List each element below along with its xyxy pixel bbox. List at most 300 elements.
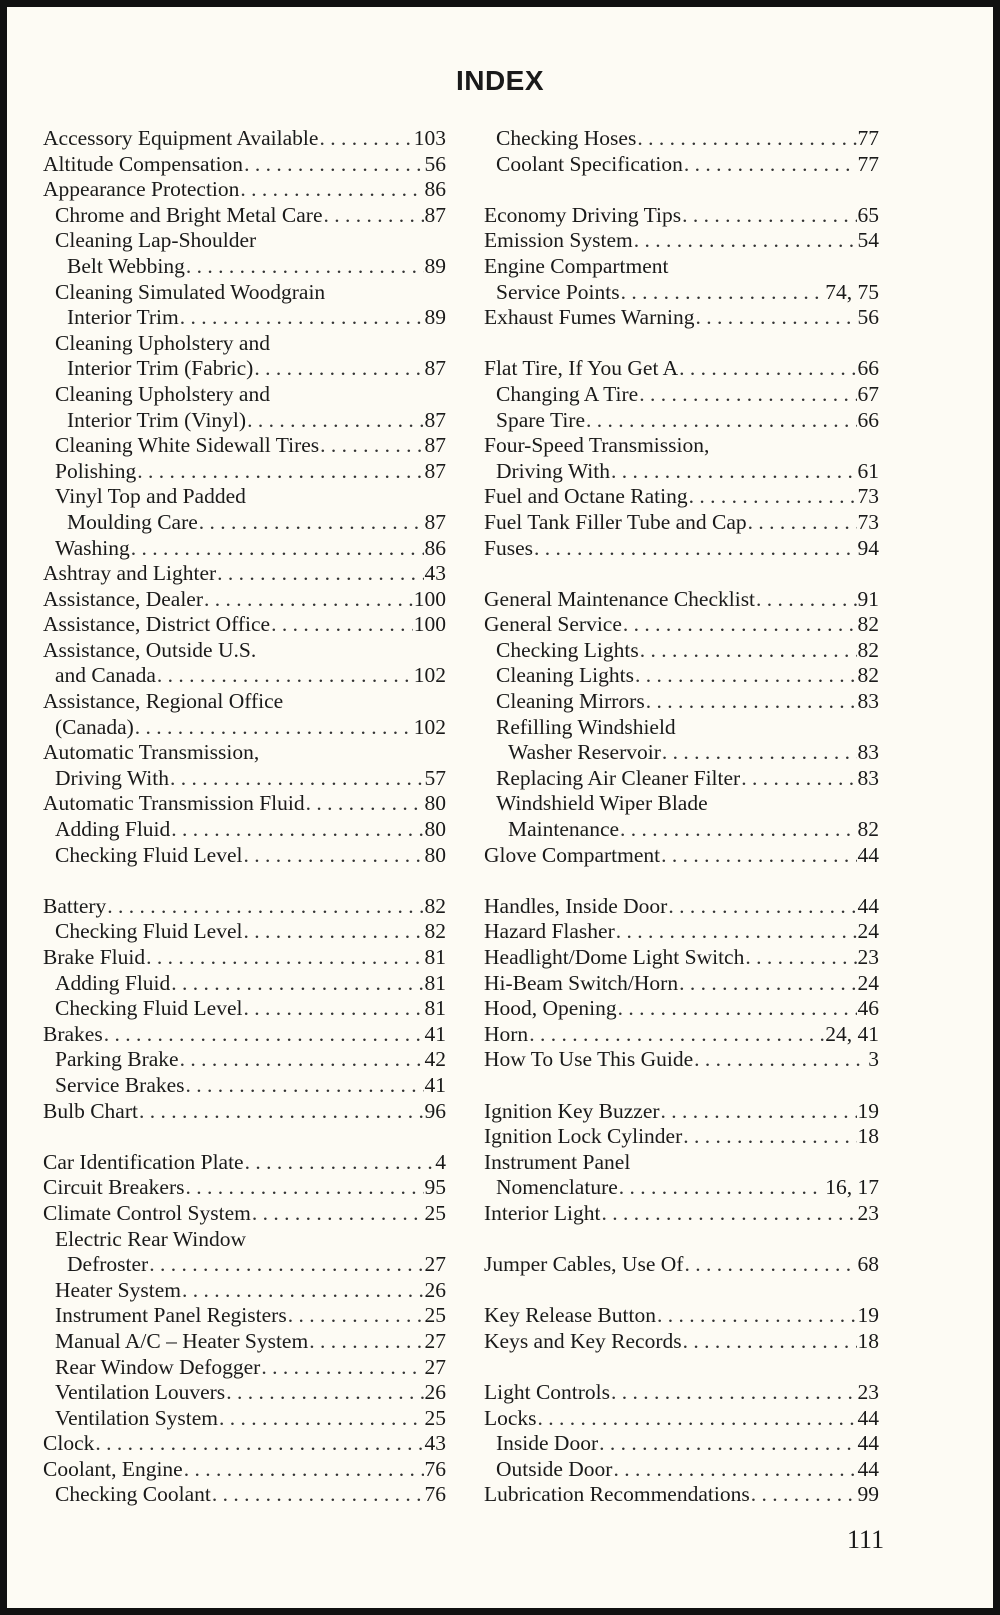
entry-page: 23 xyxy=(857,1380,879,1405)
index-entry xyxy=(484,843,879,869)
entry-page: 66 xyxy=(857,407,879,432)
page-title: INDEX xyxy=(455,65,545,96)
entry-label: Handles, Inside Door xyxy=(484,893,668,918)
entry-label: Brake Fluid xyxy=(43,945,146,969)
dot-leader xyxy=(613,1457,856,1483)
entry-label: Cleaning Upholstery and xyxy=(55,330,270,355)
index-entry xyxy=(484,126,879,152)
index-entry xyxy=(484,1150,879,1176)
dot-leader xyxy=(684,152,857,178)
entry-label: Checking Fluid Level xyxy=(55,842,243,867)
entry-label: How To Use This Guide xyxy=(484,1047,694,1072)
entry-label: Cleaning Simulated Woodgrain xyxy=(55,279,326,304)
entry-page: 27 xyxy=(424,1354,446,1379)
entry-label: Horn xyxy=(484,1021,529,1046)
entry-label: Assistance, Dealer xyxy=(43,586,203,611)
entry-page: 103 xyxy=(413,126,446,150)
dot-leader xyxy=(139,1099,424,1125)
entry-page: 18 xyxy=(857,1124,879,1149)
entry-label: Changing A Tire xyxy=(496,381,639,406)
entry-page: 54 xyxy=(857,228,879,253)
dot-leader xyxy=(271,612,413,638)
dot-leader xyxy=(640,638,857,664)
entry-page: 56 xyxy=(857,305,879,330)
dot-leader xyxy=(616,919,857,945)
entry-page: 27 xyxy=(424,1328,446,1353)
dot-leader xyxy=(146,945,423,971)
entry-page: 43 xyxy=(424,561,446,586)
entry-label: Fuel and Octane Rating xyxy=(484,484,688,509)
dot-leader xyxy=(694,1047,867,1073)
entry-page: 44 xyxy=(857,1456,879,1481)
index-entry xyxy=(484,356,879,382)
index-entry xyxy=(484,894,879,920)
dot-leader xyxy=(104,1022,424,1048)
index-entry xyxy=(43,663,446,689)
entry-page: 102 xyxy=(413,663,446,688)
entry-label: Assistance, Regional Office xyxy=(43,689,284,714)
entry-label: Parking Brake xyxy=(55,1047,179,1072)
entry-page: 87 xyxy=(424,356,446,381)
index-entry xyxy=(43,1073,446,1099)
dot-leader xyxy=(586,408,857,434)
entry-label: Flat Tire, If You Get A xyxy=(484,356,679,381)
index-entry xyxy=(484,945,879,971)
dot-leader xyxy=(95,1431,423,1457)
dot-leader xyxy=(637,126,856,152)
dot-leader xyxy=(538,1406,857,1432)
entry-page: 43 xyxy=(424,1431,446,1456)
entry-label: Exhaust Fumes Warning xyxy=(484,305,695,330)
dot-leader xyxy=(320,433,423,459)
entry-page: 24 xyxy=(857,970,879,995)
entry-page: 77 xyxy=(857,151,879,176)
entry-label: Keys and Key Records xyxy=(484,1328,682,1353)
entry-label: Automatic Transmission, xyxy=(43,740,260,765)
entry-page: 16, 17 xyxy=(825,1175,879,1200)
dot-leader xyxy=(244,152,423,178)
dot-leader xyxy=(240,177,423,203)
index-spacer xyxy=(484,1073,879,1099)
entry-label: Glove Compartment xyxy=(484,842,661,867)
entry-label: Washing xyxy=(55,535,130,560)
dot-leader xyxy=(170,766,424,792)
entry-label: Interior Trim xyxy=(67,305,179,330)
entry-label: Windshield Wiper Blade xyxy=(496,791,708,816)
entry-label: Moulding Care xyxy=(67,509,198,534)
entry-label: Climate Control System xyxy=(43,1200,251,1225)
entry-page: 86 xyxy=(424,177,446,202)
entry-label: Assistance, District Office xyxy=(43,612,271,637)
index-entry xyxy=(484,459,879,485)
entry-page: 42 xyxy=(424,1047,446,1072)
entry-page: 99 xyxy=(857,1482,879,1507)
entry-label: Vinyl Top and Padded xyxy=(55,484,246,509)
dot-leader xyxy=(245,1150,435,1176)
entry-label: Fuses xyxy=(484,535,533,560)
index-entry xyxy=(484,152,879,178)
entry-page: 23 xyxy=(857,1200,879,1225)
index-entry xyxy=(43,536,446,562)
entry-label: Adding Fluid xyxy=(55,817,171,842)
index-entry xyxy=(484,1329,879,1355)
entry-page: 83 xyxy=(857,765,879,790)
entry-page: 68 xyxy=(857,1252,879,1277)
entry-label: Cleaning Mirrors xyxy=(496,689,645,714)
index-entry xyxy=(484,996,879,1022)
index-entry xyxy=(43,280,446,306)
dot-leader xyxy=(668,894,856,920)
dot-leader xyxy=(157,663,413,689)
entry-page: 24, 41 xyxy=(825,1021,879,1046)
index-entry xyxy=(43,1329,446,1355)
entry-label: Circuit Breakers xyxy=(43,1175,185,1200)
entry-label: Ventilation System xyxy=(55,1405,219,1430)
dot-leader xyxy=(171,971,423,997)
entry-label: Checking Hoses xyxy=(496,126,637,150)
entry-label: Altitude Compensation xyxy=(43,151,244,176)
index-entry xyxy=(43,1278,446,1304)
index-entry xyxy=(484,689,879,715)
index-entry xyxy=(484,740,879,766)
entry-label: Interior Trim (Vinyl) xyxy=(67,407,247,432)
dot-leader xyxy=(244,919,424,945)
index-entry xyxy=(43,1482,446,1508)
entry-page: 94 xyxy=(857,535,879,560)
entry-page: 25 xyxy=(424,1405,446,1430)
entry-page: 46 xyxy=(857,996,879,1021)
index-entry xyxy=(43,1150,446,1176)
entry-label: Checking Fluid Level xyxy=(55,996,243,1021)
index-entry xyxy=(43,1355,446,1381)
entry-label: Interior Trim (Fabric) xyxy=(67,356,254,381)
entry-label: Nomenclature xyxy=(496,1175,618,1200)
index-spacer xyxy=(43,1124,446,1150)
dot-leader xyxy=(611,459,857,485)
dot-leader xyxy=(679,356,856,382)
entry-label: Replacing Air Cleaner Filter xyxy=(496,765,741,790)
dot-leader xyxy=(319,126,412,152)
entry-page: 66 xyxy=(857,356,879,381)
dot-leader xyxy=(661,843,856,869)
index-entry xyxy=(43,382,446,408)
dot-leader xyxy=(657,1303,857,1329)
index-entry xyxy=(484,510,879,536)
dot-leader xyxy=(247,408,423,434)
index-spacer xyxy=(484,1355,879,1381)
entry-page: 76 xyxy=(424,1456,446,1481)
dot-leader xyxy=(186,1175,424,1201)
index-entry xyxy=(484,715,879,741)
index-entry xyxy=(484,408,879,434)
index-entry xyxy=(484,484,879,510)
dot-leader xyxy=(149,1252,423,1278)
entry-page: 25 xyxy=(424,1303,446,1328)
index-entry xyxy=(43,1252,446,1278)
index-entry xyxy=(484,1303,879,1329)
dot-leader xyxy=(306,791,424,817)
entry-label: Key Release Button xyxy=(484,1303,656,1328)
index-spacer xyxy=(484,868,879,894)
entry-label: Service Points xyxy=(496,279,620,304)
entry-page: 81 xyxy=(424,970,446,995)
index-spacer xyxy=(484,331,879,357)
dot-leader xyxy=(107,894,423,920)
entry-label: Maintenance xyxy=(508,817,620,842)
index-entry xyxy=(484,587,879,613)
entry-label: Coolant, Engine xyxy=(43,1456,183,1481)
index-entry xyxy=(43,1022,446,1048)
entry-label: General Maintenance Checklist xyxy=(484,586,756,611)
index-entry xyxy=(484,638,879,664)
entry-page: 3 xyxy=(868,1047,879,1072)
index-spacer xyxy=(484,177,879,203)
dot-leader xyxy=(683,1124,856,1150)
entry-label: Jumper Cables, Use Of xyxy=(484,1252,684,1277)
index-entry xyxy=(484,1201,879,1227)
entry-page: 19 xyxy=(857,1303,879,1328)
index-entry xyxy=(43,254,446,280)
dot-leader xyxy=(217,561,423,587)
entry-label: Light Controls xyxy=(484,1380,611,1405)
entry-page: 44 xyxy=(857,1405,879,1430)
entry-label: Spare Tire xyxy=(496,407,585,432)
index-entry xyxy=(484,1124,879,1150)
index-entry xyxy=(43,152,446,178)
entry-label: Driving With xyxy=(496,458,610,483)
dot-leader xyxy=(745,945,856,971)
index-column-right xyxy=(484,126,879,1508)
dot-leader xyxy=(684,1252,856,1278)
entry-page: 87 xyxy=(424,202,446,227)
index-entry xyxy=(43,740,446,766)
entry-label: Belt Webbing xyxy=(67,253,185,278)
entry-label: Checking Fluid Level xyxy=(55,919,243,944)
entry-page: 27 xyxy=(424,1252,446,1277)
entry-page: 95 xyxy=(424,1175,446,1200)
dot-leader xyxy=(182,1278,424,1304)
index-spacer xyxy=(484,1278,879,1304)
index-entry xyxy=(484,1252,879,1278)
entry-page: 4 xyxy=(435,1149,446,1174)
entry-page: 89 xyxy=(424,253,446,278)
entry-page: 57 xyxy=(424,765,446,790)
entry-page: 44 xyxy=(857,842,879,867)
index-entry xyxy=(43,945,446,971)
entry-label: and Canada xyxy=(55,663,156,688)
dot-leader xyxy=(618,996,857,1022)
index-entry xyxy=(43,587,446,613)
entry-page: 89 xyxy=(424,305,446,330)
index-entry xyxy=(43,126,446,152)
entry-label: Adding Fluid xyxy=(55,970,171,995)
index-entry xyxy=(484,305,879,331)
index-entry xyxy=(43,638,446,664)
entry-label: Assistance, Outside U.S. xyxy=(43,637,257,662)
index-entry xyxy=(484,203,879,229)
dot-leader xyxy=(309,1329,423,1355)
entry-page: 81 xyxy=(424,945,446,969)
dot-leader xyxy=(748,510,857,536)
entry-page: 41 xyxy=(424,1021,446,1046)
entry-label: Cleaning Lap-Shoulder xyxy=(55,228,257,253)
dot-leader xyxy=(683,1329,857,1355)
dot-leader xyxy=(180,305,424,331)
entry-page: 80 xyxy=(424,791,446,816)
entry-page: 67 xyxy=(857,381,879,406)
index-entry xyxy=(484,382,879,408)
index-spacer xyxy=(484,1227,879,1253)
entry-label: Locks xyxy=(484,1405,537,1430)
index-entry xyxy=(43,1227,446,1253)
index-entry xyxy=(43,484,446,510)
dot-leader xyxy=(634,228,857,254)
entry-label: Electric Rear Window xyxy=(55,1226,246,1251)
index-entry xyxy=(43,408,446,434)
entry-label: (Canada) xyxy=(55,714,134,739)
entry-page: 96 xyxy=(424,1098,446,1123)
entry-page: 86 xyxy=(424,535,446,560)
entry-label: Cleaning Lights xyxy=(496,663,634,688)
entry-label: General Service xyxy=(484,612,622,637)
index-spacer xyxy=(484,561,879,587)
dot-leader xyxy=(695,305,856,331)
dot-leader xyxy=(131,536,424,562)
dot-leader xyxy=(621,280,825,306)
dot-leader xyxy=(180,1047,424,1073)
index-entry xyxy=(43,817,446,843)
entry-label: Rear Window Defogger xyxy=(55,1354,261,1379)
index-entry xyxy=(484,817,879,843)
entry-page: 100 xyxy=(413,612,446,637)
index-entry xyxy=(43,1406,446,1432)
entry-label: Accessory Equipment Available xyxy=(43,126,319,150)
entry-page: 65 xyxy=(857,202,879,227)
dot-leader xyxy=(135,715,413,741)
entry-page: 41 xyxy=(424,1072,446,1097)
index-entry xyxy=(43,843,446,869)
dot-leader xyxy=(534,536,857,562)
entry-page: 87 xyxy=(424,509,446,534)
entry-page: 61 xyxy=(857,458,879,483)
dot-leader xyxy=(623,612,857,638)
dot-leader xyxy=(639,382,856,408)
index-entry xyxy=(484,1047,879,1073)
entry-label: Washer Reservoir xyxy=(508,740,661,765)
entry-page: 56 xyxy=(424,151,446,176)
index-spacer xyxy=(43,868,446,894)
index-entry xyxy=(43,433,446,459)
index-entry xyxy=(43,791,446,817)
dot-leader xyxy=(751,1482,857,1508)
dot-leader xyxy=(288,1303,424,1329)
entry-label: Interior Light xyxy=(484,1200,601,1225)
entry-label: Hood, Opening xyxy=(484,996,617,1021)
index-entry xyxy=(484,612,879,638)
dot-leader xyxy=(186,1073,424,1099)
entry-page: 82 xyxy=(857,817,879,842)
entry-label: Refilling Windshield xyxy=(496,714,676,739)
entry-label: Instrument Panel Registers xyxy=(55,1303,287,1328)
index-entry xyxy=(43,1303,446,1329)
dot-leader xyxy=(252,1201,424,1227)
dot-leader xyxy=(212,1482,424,1508)
entry-label: Polishing xyxy=(55,458,137,483)
index-column-left xyxy=(43,126,446,1508)
entry-page: 81 xyxy=(424,996,446,1021)
entry-label: Hi-Beam Switch/Horn xyxy=(484,970,679,995)
entry-label: Outside Door xyxy=(496,1456,613,1481)
entry-label: Manual A/C – Heater System xyxy=(55,1328,309,1353)
dot-leader xyxy=(689,484,857,510)
dot-leader xyxy=(261,1355,423,1381)
dot-leader xyxy=(186,254,424,280)
index-entry xyxy=(484,1406,879,1432)
index-entry xyxy=(43,203,446,229)
entry-page: 83 xyxy=(857,740,879,765)
index-entry xyxy=(43,356,446,382)
entry-label: Hazard Flasher xyxy=(484,919,615,944)
entry-page: 100 xyxy=(413,586,446,611)
index-entry xyxy=(43,971,446,997)
entry-page: 18 xyxy=(857,1328,879,1353)
dot-leader xyxy=(244,996,424,1022)
entry-page: 80 xyxy=(424,817,446,842)
index-entry xyxy=(484,1175,879,1201)
entry-label: Ventilation Louvers xyxy=(55,1380,226,1405)
index-entry xyxy=(43,1099,446,1125)
index-entry xyxy=(484,1457,879,1483)
index-entry xyxy=(43,894,446,920)
index-entry xyxy=(43,1175,446,1201)
entry-label: Engine Compartment xyxy=(484,253,669,278)
entry-page: 87 xyxy=(424,458,446,483)
entry-label: Bulb Chart xyxy=(43,1098,138,1123)
entry-page: 87 xyxy=(424,407,446,432)
index-entry xyxy=(43,689,446,715)
index-entry xyxy=(43,459,446,485)
index-entry xyxy=(43,1047,446,1073)
entry-label: Appearance Protection xyxy=(43,177,240,202)
index-entry xyxy=(43,305,446,331)
entry-page: 82 xyxy=(857,637,879,662)
entry-label: Driving With xyxy=(55,765,169,790)
entry-label: Headlight/Dome Light Switch xyxy=(484,945,745,969)
dot-leader xyxy=(199,510,424,536)
index-entry xyxy=(43,561,446,587)
index-entry xyxy=(43,766,446,792)
dot-leader xyxy=(661,1099,857,1125)
index-entry xyxy=(484,1482,879,1508)
dot-leader xyxy=(646,689,857,715)
index-entry xyxy=(43,228,446,254)
index-entry xyxy=(43,177,446,203)
entry-label: Checking Lights xyxy=(496,637,639,662)
entry-label: Fuel Tank Filler Tube and Cap xyxy=(484,509,747,534)
dot-leader xyxy=(611,1380,856,1406)
entry-label: Inside Door xyxy=(496,1431,599,1456)
entry-label: Ashtray and Lighter xyxy=(43,561,217,586)
entry-page: 77 xyxy=(857,126,879,150)
entry-page: 26 xyxy=(424,1277,446,1302)
index-entry xyxy=(484,766,879,792)
index-entry xyxy=(484,1380,879,1406)
entry-label: Brakes xyxy=(43,1021,103,1046)
entry-label: Automatic Transmission Fluid xyxy=(43,791,305,816)
index-entry xyxy=(43,1457,446,1483)
dot-leader xyxy=(171,817,423,843)
entry-label: Defroster xyxy=(67,1252,149,1277)
